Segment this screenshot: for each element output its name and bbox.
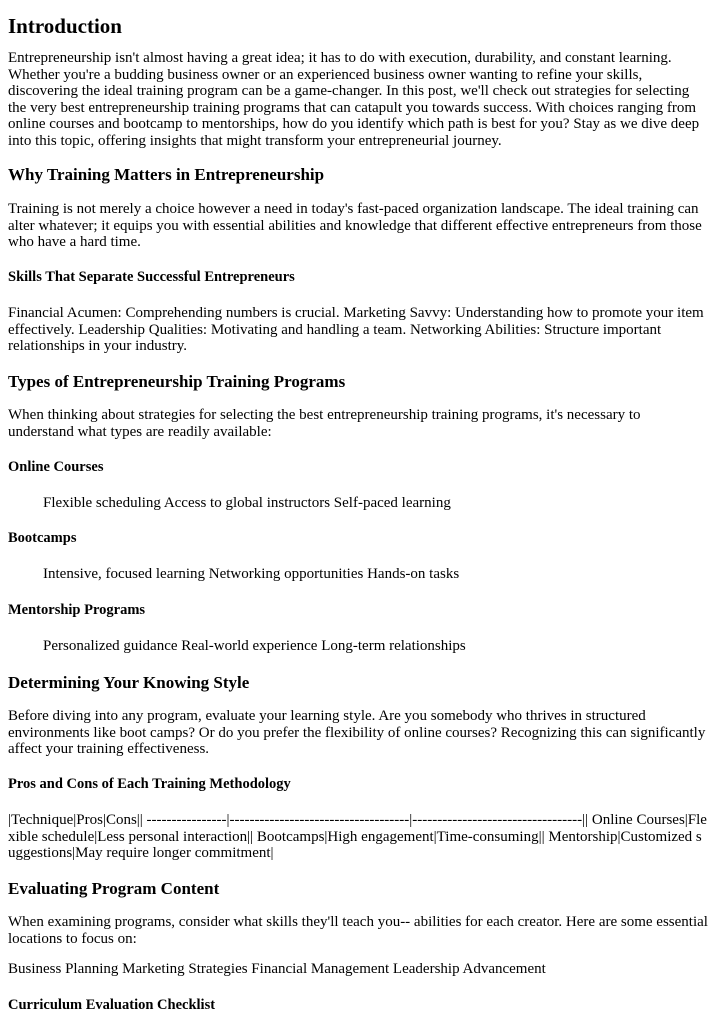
skills-paragraph: Financial Acumen: Comprehending numbers is crucial. Marketing Savvy: Understanding how to promote your item effectively. Leadership Qualities: Motivating and handling a team. Networking Abilities: Structure important relationships in your industry.	[8, 305, 704, 354]
skills-heading: Skills That Separate Successful Entrepreneurs	[8, 269, 295, 285]
online-courses-heading: Online Courses	[8, 459, 104, 475]
program-content-heading: Evaluating Program Content	[8, 879, 220, 898]
learning-style-paragraph: Before diving into any program, evaluate your learning style. Are you somebody who thrives in structured environments like boot camps? Or do you prefer the flexibility of online courses? Recognizing this can significantly affect your training effectiveness.	[8, 708, 706, 757]
pros-cons-heading: Pros and Cons of Each Training Methodology	[8, 776, 291, 792]
program-content-list: Business Planning Marketing Strategies Financial Management Leadership Advancement	[8, 961, 546, 977]
learning-style-heading: Determining Your Knowing Style	[8, 673, 250, 692]
why-paragraph: Training is not merely a choice however a need in today's fast-paced organization landscape. The ideal training can alter whatever; it equips you with essential abilities and knowledge that different effective entrepreneurs from those who have a hard time.	[8, 201, 702, 250]
online-courses-list: Flexible scheduling Access to global instructors Self-paced learning	[43, 495, 451, 511]
types-heading: Types of Entrepreneurship Training Programs	[8, 372, 346, 391]
intro-paragraph: Entrepreneurship isn't almost having a great idea; it has to do with execution, durability, and constant learning. Whether you're a budding business owner or an experienced business owner wanting to refine your skills, discovering the ideal training program can be a game-changer. In this post, we'll check out strategies for selecting the very best entrepreneurship training programs that can catapult you towards success. With choices ranging from online courses and bootcamp to mentorships, how do you identify which path is best for you? Stay as we dive deep into this topic, offering insights that might transform your entrepreneurial journey.	[8, 50, 700, 149]
intro-heading: Introduction	[8, 14, 122, 38]
types-paragraph: When thinking about strategies for selecting the best entrepreneurship training programs, it's necessary to understand what types are readily available:	[8, 407, 641, 440]
mentorship-list: Personalized guidance Real-world experience Long-term relationships	[43, 638, 466, 654]
why-heading: Why Training Matters in Entrepreneurship	[8, 165, 325, 184]
pros-cons-table-text: |Technique|Pros|Cons|| ----------------|------------------------------------|----------------------------------|| Online Courses|Flexible schedule|Less personal interaction|| Bootcamps|High engagement|Time-consuming|| Mentorship|Customized suggestions|May require longer commitment|	[8, 812, 707, 861]
mentorship-heading: Mentorship Programs	[8, 602, 146, 618]
bootcamps-list: Intensive, focused learning Networking opportunities Hands-on tasks	[43, 566, 460, 582]
program-content-paragraph: When examining programs, consider what skills they'll teach you-- abilities for each creator. Here are some essential locations to focus on:	[8, 914, 708, 947]
checklist-heading: Curriculum Evaluation Checklist	[8, 997, 216, 1013]
bootcamps-heading: Bootcamps	[8, 530, 77, 546]
